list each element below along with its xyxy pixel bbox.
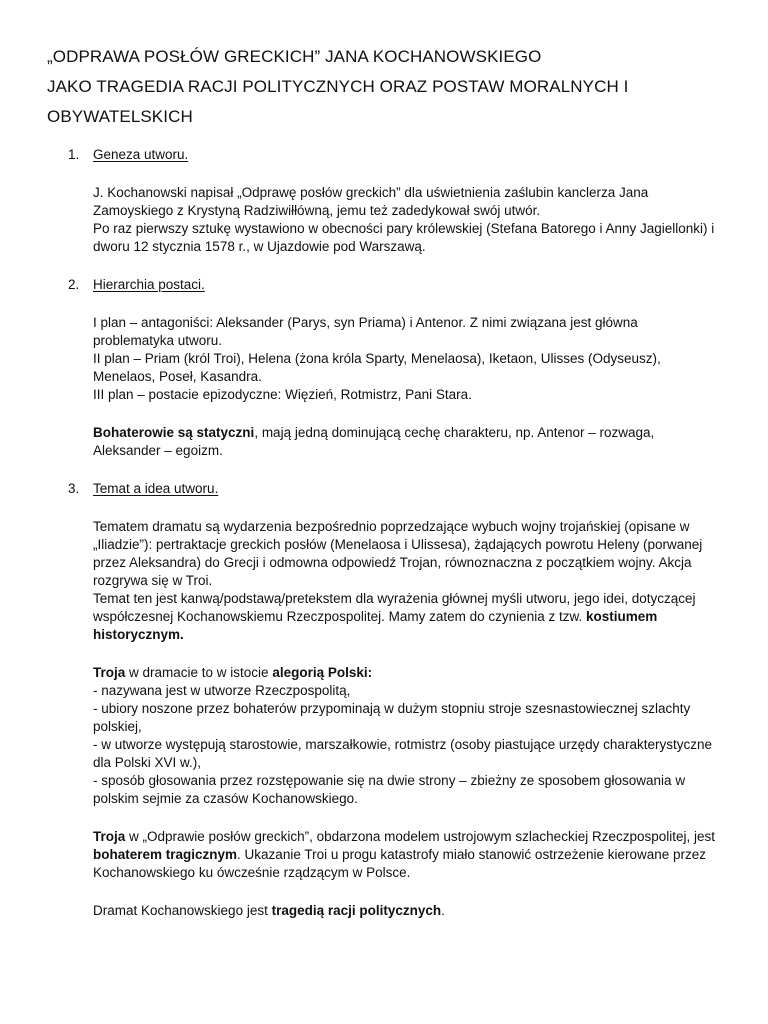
text-run: Temat ten jest kanwą/podstawą/pretekstem dla wyrażenia głównej myśli utworu, jego idei, dotyczącej współczesnej Kochanowskiemu Rzeczpospolitej. Mamy zatem do czynienia z tzw. (93, 591, 696, 624)
bold-text-run: Troja (93, 829, 126, 844)
text-run: Dramat Kochanowskiego jest (93, 903, 272, 918)
section-genesis (47, 146, 722, 256)
bold-text-run: Troja (93, 665, 126, 680)
text-run: - ubiory noszone przez bohaterów przypominają w dużym stopniu stroje szesnastowiecznej szlachty polskiej, (93, 701, 691, 734)
section-title: Temat a idea utworu. (93, 481, 219, 496)
text-run: . Ukazanie Troi u progu katastrofy miało stanowić ostrzeżenie kierowane przez Kochanowskiego ku ówcześnie rządzącym w Polsce. (93, 847, 707, 880)
text-run: III plan – postacie epizodyczne: Więzień, Rotmistrz, Pani Stara. (93, 387, 472, 402)
text-line (93, 220, 722, 256)
title-line-2: JAKO TRAGEDIA RACJI POLITYCZNYCH ORAZ POSTAW MORALNYCH I (47, 77, 629, 96)
bold-text-run: tragedią racji politycznych (271, 903, 442, 918)
text-line (93, 664, 722, 682)
bullet-line (93, 736, 722, 772)
section-title: Hierarchia postaci. (93, 277, 205, 292)
section-heading (47, 146, 722, 164)
text-line (93, 590, 722, 644)
section-number: 2. (68, 277, 80, 292)
section-body (47, 518, 722, 920)
section-characters (47, 276, 722, 460)
text-line (93, 828, 722, 882)
text-run: - sposób głosowania przez rozstępowanie się na dwie strony – zbieżny ze sposobem głosowania w polskim sejmie za czasów Kochanowskiego. (93, 773, 686, 806)
text-run: Po raz pierwszy sztukę wystawiono w obecności pary królewskiej (Stefana Batorego i Anny Jagiellonki) i dworu 12 stycznia 1578 r., w Ujazdowie pod Warszawą. (93, 221, 715, 254)
bullet-line (93, 772, 722, 808)
section-body (47, 184, 722, 256)
paragraph (93, 314, 722, 404)
text-run: , mają jedną dominującą cechę charakteru, np. Antenor – rozwaga, Aleksander – egoizm. (93, 425, 655, 458)
text-line (93, 184, 722, 220)
text-line (93, 902, 722, 920)
title-line-3: OBYWATELSKICH (47, 107, 193, 126)
text-line (93, 518, 722, 590)
paragraph (93, 424, 722, 460)
text-line (93, 424, 722, 460)
text-run: . (441, 903, 445, 918)
bullet-line (93, 682, 722, 700)
text-run: II plan – Priam (król Troi), Helena (żona króla Sparty, Menelaosa), Iketaon, Ulisses (Odyseusz), Menelaos, Poseł, Kasandra. (93, 351, 661, 384)
bold-text-run: Bohaterowie są statyczni (93, 425, 255, 440)
section-theme-idea (47, 480, 722, 920)
document-title (47, 42, 722, 132)
paragraph (93, 828, 722, 882)
text-run: J. Kochanowski napisał „Odprawę posłów greckich” dla uświetnienia zaślubin kanclerza Jana Zamoyskiego z Krystyną Radziwiłłówną, jemu też zadedykował swój utwór. (93, 185, 649, 218)
bold-text-run: kostiumem historycznym. (93, 609, 658, 642)
section-number: 3. (68, 481, 80, 496)
text-line (93, 314, 722, 350)
text-run: - w utworze występują starostowie, marszałkowie, rotmistrz (osoby piastujące urzędy charakterystyczne dla Polski XVI w.), (93, 737, 712, 770)
bullet-line (93, 700, 722, 736)
section-number: 1. (68, 147, 80, 162)
bold-text-run: bohaterem tragicznym (93, 847, 238, 862)
text-run: I plan – antagoniści: Aleksander (Parys, syn Priama) i Antenor. Z nimi związana jest główna problematyka utworu. (93, 315, 638, 348)
section-title: Geneza utworu. (93, 147, 189, 162)
text-line (93, 350, 722, 386)
text-run: w dramacie to w istocie (125, 665, 273, 680)
section-body (47, 314, 722, 460)
paragraph (93, 664, 722, 808)
section-heading (47, 480, 722, 498)
text-run: - nazywana jest w utworze Rzeczpospolitą, (93, 683, 351, 698)
title-line-1: „ODPRAWA POSŁÓW GRECKICH” JANA KOCHANOWSKIEGO (47, 47, 542, 66)
text-run: Tematem dramatu są wydarzenia bezpośrednio poprzedzające wybuch wojny trojańskiej (opisane w „Iliadzie”): pertraktacje greckich posłów (Menelaosa i Ulissesa), żądających powrotu Heleny (porwanej przez Aleksandra) do Grecji i odmowna odpowiedź Trojan, równoznaczna z początkiem wojny. Akcja rozgrywa się w Troi. (93, 519, 703, 588)
text-run: w „Odprawie posłów greckich”, obdarzona modelem ustrojowym szlacheckiej Rzeczpospolitej, jest (125, 829, 716, 844)
paragraph (93, 518, 722, 644)
section-heading (47, 276, 722, 294)
text-line (93, 386, 722, 404)
bold-text-run: alegorią Polski: (272, 665, 373, 680)
paragraph (93, 902, 722, 920)
paragraph (93, 184, 722, 256)
